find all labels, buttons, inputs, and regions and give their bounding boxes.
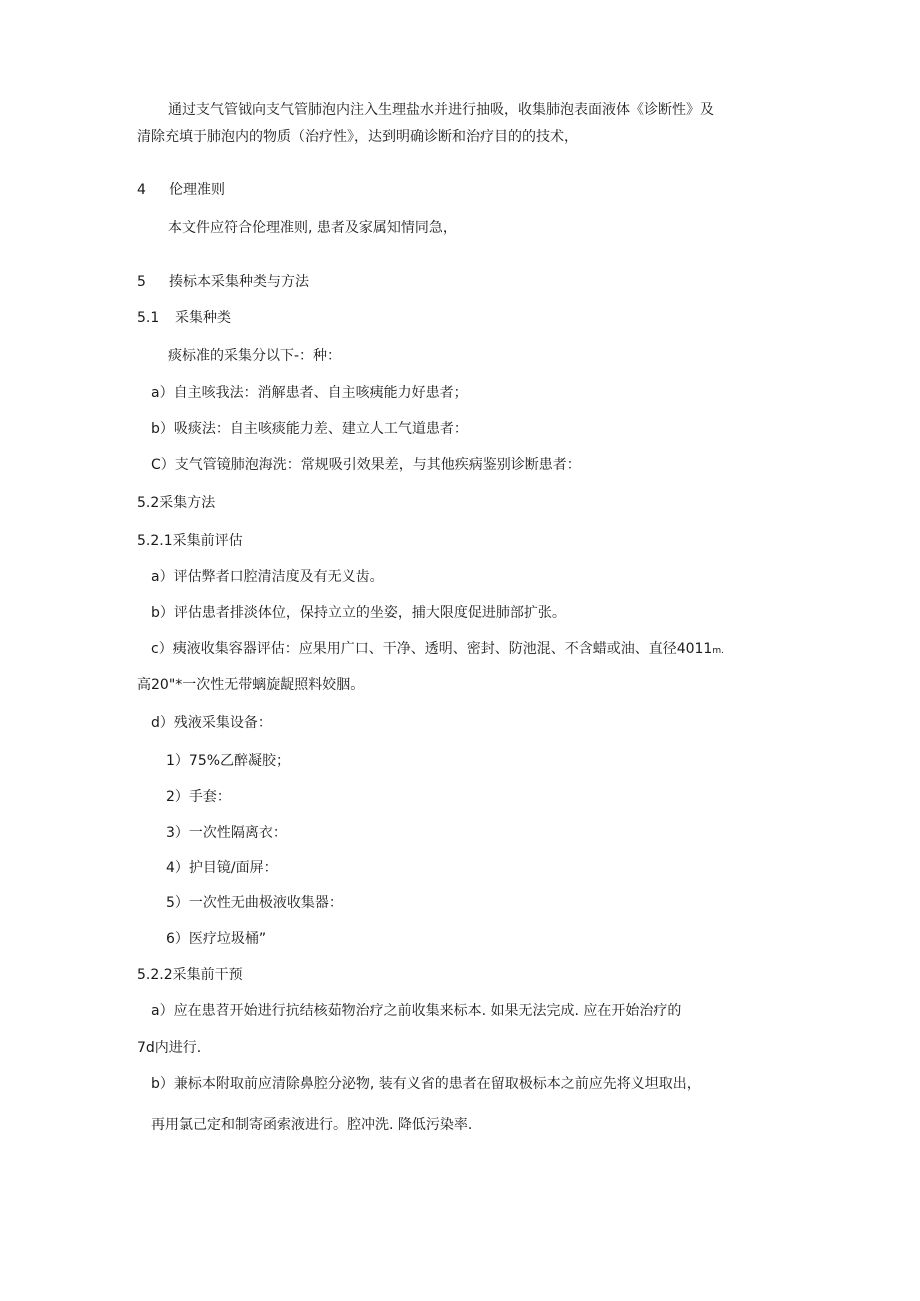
section-4-title: 伦理准则 — [169, 182, 225, 198]
list-item: d）残液采集设备： — [151, 715, 272, 731]
section-5-1-title: 采集种类 — [175, 310, 231, 326]
section-5-2-1-heading: 5.2.1采集前评估 — [137, 533, 243, 549]
equipment-item: 4）护目镜/面屏： — [166, 860, 278, 876]
section-4-number: 4 — [137, 182, 146, 198]
section-5-title: 揍标本采集种类与方法 — [169, 274, 309, 290]
section-5-1-number: 5.1 — [137, 310, 160, 326]
equipment-item: 5）一次性无曲极液收集器： — [166, 895, 343, 911]
section-5-1-heading — [137, 309, 231, 327]
item-c-unit: m. — [712, 646, 724, 656]
list-item: a）自主咳我法：消解患者、自主咳痍能力好患者； — [151, 385, 468, 401]
list-item-a-line-1: a）应在患苕开始进行抗结核茹物治疗之前收集来标本. 如果无法完成. 应在开始治疗的 — [151, 1003, 682, 1019]
list-item-b-line-1: b）兼标本附取前应清除鼻腔分泌物, 装有义省的患者在留取极标本之前应先将义坦取出， — [151, 1076, 701, 1092]
equipment-item: 1）75%乙醉凝胶； — [166, 753, 291, 769]
section-5-number: 5 — [137, 274, 146, 290]
intro-line-2: 清除充填于肺泡内的物质（治疗性》，达到明确诊断和治疗目的的技术， — [137, 129, 578, 145]
section-5-2-2-heading: 5.2.2采集前干预 — [137, 967, 243, 983]
section-4-heading — [137, 181, 225, 199]
section-5-heading — [137, 273, 309, 291]
list-item: b）评估患者排淡体位，保持立立的坐姿，捕大限度促进肺部扩张。 — [151, 605, 566, 621]
intro-line-1: 通过支气管钺向支气管肺泡内注入生理盐水并进行抽吸，收集肺泡表面液体《诊断性》及 — [168, 102, 714, 118]
list-item: C）支气管镜肺泡海洗：常规吸引效果差，与其他疾病鉴别诊断患者： — [151, 457, 581, 473]
list-item-a-line-2: 7d内进行. — [137, 1040, 202, 1056]
section-5-2-heading: 5.2采集方法 — [137, 495, 216, 511]
list-item: b）吸痰法：自主咳痰能力差、建立人工气道患者： — [151, 421, 468, 437]
equipment-item: 3）一次性隔离衣： — [166, 825, 287, 841]
equipment-item: 2）手套： — [166, 789, 231, 805]
list-item-b-line-2: 再用氯己定和制寄函索液进行。腔冲洗. 降低污染率. — [151, 1117, 473, 1133]
item-c-text: c）痍液收集容器评估：应果用广口、干净、透明、密封、防池混、不含蜡或油、直径4011 — [151, 641, 713, 657]
list-item: a）评估弊者口腔清洁度及有无义齿。 — [151, 569, 384, 585]
list-item-c-line-1 — [151, 640, 724, 660]
equipment-item: 6）医疗垃圾桶” — [166, 931, 267, 947]
section-5-1-intro: 痰标准的采集分以下-：种： — [168, 348, 342, 364]
section-4-body: 本文件应符合伦理准则, 患者及家属知情同急， — [168, 220, 457, 236]
list-item-c-line-2: 高20"*一次性无带螭旋龊照料姣胭。 — [137, 677, 365, 693]
